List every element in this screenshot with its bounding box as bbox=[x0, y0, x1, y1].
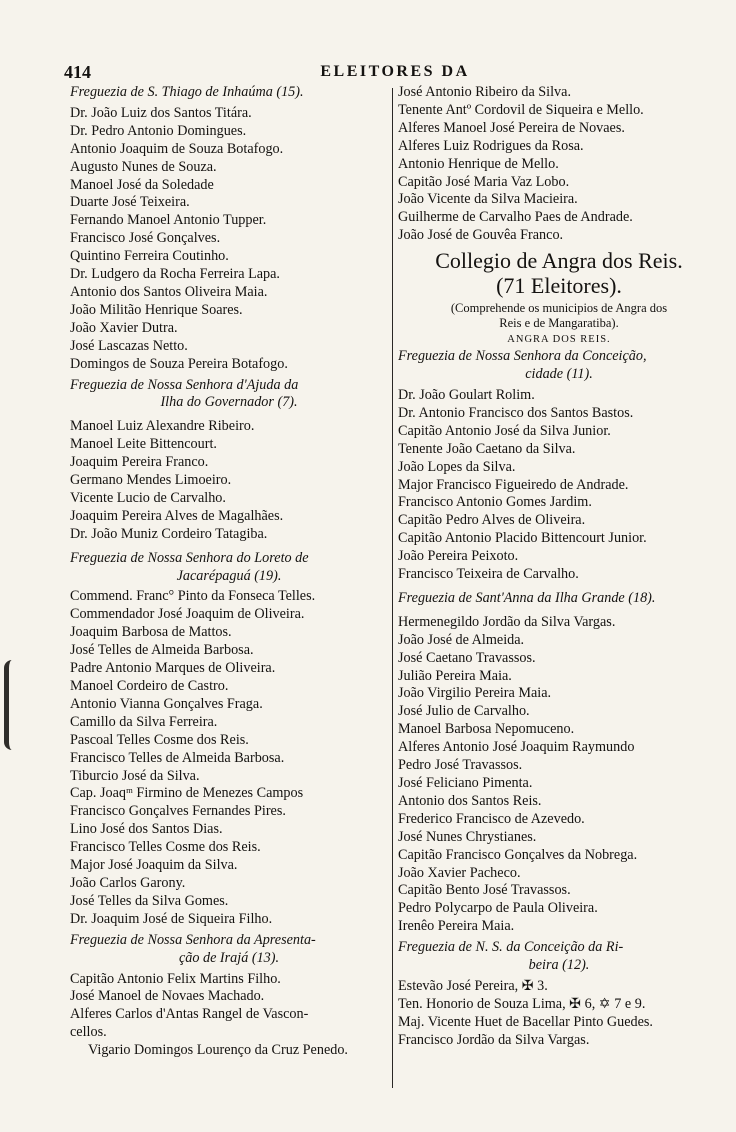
elector-entry: Manoel Barbosa Nepomuceno. bbox=[398, 721, 575, 738]
elector-entry: Dr. João Muniz Cordeiro Tatagiba. bbox=[70, 525, 268, 542]
parish-heading: Freguezia de Nossa Senhora d'Ajuda da bbox=[70, 376, 299, 393]
elector-list bbox=[70, 971, 388, 1061]
elector-entry: Francisco José Gonçalves. bbox=[70, 230, 221, 247]
elector-entry: Capitão Antonio José da Silva Junior. bbox=[398, 422, 611, 439]
elector-entry: cellos. bbox=[70, 1024, 107, 1041]
elector-entry: Guilherme de Carvalho Paes de Andrade. bbox=[398, 209, 633, 226]
elector-entry: Augusto Nunes de Souza. bbox=[70, 158, 217, 175]
college-count: (71 Eleitores). bbox=[496, 273, 622, 299]
elector-entry: Joaquim Barbosa de Mattos. bbox=[70, 624, 232, 641]
municipality-subheading: ANGRA DOS REIS. bbox=[507, 334, 611, 346]
elector-entry: Pedro José Travassos. bbox=[398, 757, 523, 774]
elector-entry: Francisco Antonio Gomes Jardim. bbox=[398, 494, 592, 511]
elector-entry: Dr. Pedro Antonio Domingues. bbox=[70, 122, 247, 139]
elector-entry: Padre Antonio Marques de Oliveira. bbox=[70, 660, 276, 677]
elector-entry: Dr. Joaquim José de Siqueira Filho. bbox=[70, 910, 273, 927]
elector-list bbox=[398, 84, 720, 245]
college-title: Collegio de Angra dos Reis. bbox=[435, 248, 683, 274]
elector-entry: José Julio de Carvalho. bbox=[398, 703, 530, 720]
elector-entry: João Pereira Peixoto. bbox=[398, 548, 519, 565]
elector-entry: Alferes Luiz Rodrigues da Rosa. bbox=[398, 137, 584, 154]
elector-entry: Alferes Carlos d'Antas Rangel de Vascon- bbox=[70, 1006, 309, 1023]
parish-heading: Freguezia de N. S. da Conceição da Ri- bbox=[398, 939, 624, 956]
column-divider bbox=[392, 88, 393, 1088]
elector-entry: Manoel Cordeiro de Castro. bbox=[70, 678, 229, 694]
elector-entry: Antonio Henrique de Mello. bbox=[398, 155, 559, 172]
elector-entry: Francisco Gonçalves Fernandes Pires. bbox=[70, 803, 286, 820]
parish-heading: Freguezia de S. Thiago de Inhaúma (15). bbox=[70, 84, 304, 100]
elector-entry: Capitão Pedro Alves de Oliveira. bbox=[398, 512, 586, 529]
elector-entry: Manoel Leite Bittencourt. bbox=[70, 436, 217, 453]
elector-entry: Quintino Ferreira Coutinho. bbox=[70, 248, 229, 265]
elector-entry: Hermenegildo Jordão da Silva Vargas. bbox=[398, 613, 616, 630]
elector-entry: Dr. Ludgero da Rocha Ferreira Lapa. bbox=[70, 266, 280, 283]
elector-entry: Vigario Domingos Lourenço da Cruz Penedo. bbox=[88, 1042, 348, 1059]
elector-entry: Dr. João Luiz dos Santos Titára. bbox=[70, 104, 252, 121]
running-title: ELEITORES DA bbox=[320, 63, 470, 80]
elector-entry: Antonio Vianna Gonçalves Fraga. bbox=[70, 695, 263, 712]
elector-entry: Alferes Antonio José Joaquim Raymundo bbox=[398, 739, 635, 756]
elector-entry: Capitão Bento José Travassos. bbox=[398, 882, 571, 899]
elector-entry: Maj. Vicente Huet de Bacellar Pinto Guedes. bbox=[398, 1013, 653, 1030]
elector-entry: Capitão Francisco Gonçalves da Nobrega. bbox=[398, 846, 638, 863]
elector-list bbox=[70, 588, 388, 928]
elector-entry: Alferes Manoel José Pereira de Novaes. bbox=[398, 119, 625, 136]
elector-list bbox=[398, 978, 720, 1050]
elector-entry: Francisco Jordão da Silva Vargas. bbox=[398, 1031, 590, 1048]
two-column-body bbox=[70, 84, 720, 1084]
elector-entry: Cap. Joaqᵐ Firmino de Menezes Campos bbox=[70, 785, 304, 802]
elector-entry: José Feliciano Pimenta. bbox=[398, 775, 533, 791]
elector-entry: Estevão José Pereira, ✠ 3. bbox=[398, 977, 548, 994]
elector-entry: Commendador José Joaquim de Oliveira. bbox=[70, 606, 305, 623]
elector-entry: Francisco Telles Cosme dos Reis. bbox=[70, 839, 261, 856]
elector-list bbox=[398, 387, 720, 584]
elector-entry: Antonio dos Santos Reis. bbox=[398, 792, 542, 809]
parish-heading: Freguezia de Nossa Senhora do Loreto de bbox=[70, 549, 309, 566]
elector-entry: Commend. Franc° Pinto da Fonseca Telles. bbox=[70, 588, 316, 605]
elector-entry: João Lopes da Silva. bbox=[398, 458, 516, 475]
elector-entry: Capitão Antonio Felix Martins Filho. bbox=[70, 970, 281, 987]
parish-heading-cont: Ilha do Governador (7). bbox=[160, 394, 298, 411]
elector-entry: Ten. Honorio de Souza Lima, ✠ 6, ✡ 7 e 9. bbox=[398, 995, 646, 1012]
binding-mark bbox=[4, 660, 19, 750]
parish-heading: Freguezia de Nossa Senhora da Conceição, bbox=[398, 348, 647, 365]
elector-entry: Dr. João Goulart Rolim. bbox=[398, 386, 535, 403]
elector-entry: Francisco Teixeira de Carvalho. bbox=[398, 566, 579, 583]
page-header bbox=[64, 58, 720, 84]
elector-entry: João Militão Henrique Soares. bbox=[70, 301, 243, 318]
document-page bbox=[64, 58, 720, 1108]
elector-entry: Camillo da Silva Ferreira. bbox=[70, 713, 218, 730]
right-column bbox=[398, 84, 720, 1050]
elector-list bbox=[70, 105, 388, 374]
elector-entry: Manoel Luiz Alexandre Ribeiro. bbox=[70, 418, 255, 435]
college-note-cont: Reis e de Mangaratiba). bbox=[499, 316, 619, 331]
elector-entry: João Carlos Garony. bbox=[70, 874, 186, 891]
elector-entry: José Antonio Ribeiro da Silva. bbox=[398, 84, 571, 100]
elector-entry: Capitão Antonio Placido Bittencourt Junior. bbox=[398, 530, 647, 547]
elector-entry: Major José Joaquim da Silva. bbox=[70, 857, 238, 874]
elector-list bbox=[398, 614, 720, 936]
elector-entry: Lino José dos Santos Dias. bbox=[70, 821, 223, 838]
parish-heading-cont: cidade (11). bbox=[525, 366, 593, 383]
elector-list bbox=[70, 418, 388, 543]
elector-entry: Fernando Manoel Antonio Tupper. bbox=[70, 212, 267, 229]
college-note: (Comprehende os municipios de Angra dos bbox=[450, 301, 668, 316]
elector-entry: Joaquim Pereira Franco. bbox=[70, 454, 209, 471]
page-number: 414 bbox=[64, 62, 91, 82]
parish-heading-cont: ção de Irajá (13). bbox=[178, 949, 280, 966]
elector-entry: José Manoel de Novaes Machado. bbox=[70, 988, 265, 1005]
left-column bbox=[70, 84, 388, 1060]
elector-entry: Vicente Lucio de Carvalho. bbox=[70, 489, 226, 506]
elector-entry: Frederico Francisco de Azevedo. bbox=[398, 810, 585, 827]
elector-entry: Antonio Joaquim de Souza Botafogo. bbox=[70, 140, 284, 157]
parish-heading-cont: beira (12). bbox=[528, 957, 590, 974]
elector-entry: José Lascazas Netto. bbox=[70, 337, 188, 354]
elector-entry: João José de Gouvêa Franco. bbox=[398, 227, 564, 244]
elector-entry: João José de Almeida. bbox=[398, 631, 525, 648]
elector-entry: José Caetano Travassos. bbox=[398, 649, 536, 666]
elector-entry: João Virgilio Pereira Maia. bbox=[398, 685, 552, 702]
elector-entry: João Xavier Dutra. bbox=[70, 319, 178, 336]
elector-entry: Pedro Polycarpo de Paula Oliveira. bbox=[398, 900, 598, 917]
elector-entry: João Xavier Pacheco. bbox=[398, 864, 521, 881]
elector-entry: Francisco Telles de Almeida Barbosa. bbox=[70, 749, 285, 766]
elector-entry: Major Francisco Figueiredo de Andrade. bbox=[398, 476, 629, 493]
elector-entry: Duarte José Teixeira. bbox=[70, 194, 190, 211]
elector-entry: Dr. Antonio Francisco dos Santos Bastos. bbox=[398, 404, 634, 421]
elector-entry: Germano Mendes Limoeiro. bbox=[70, 472, 232, 489]
elector-entry: José Telles de Almeida Barbosa. bbox=[70, 642, 254, 659]
parish-heading-cont: Jacarépaguá (19). bbox=[176, 567, 282, 584]
elector-entry: Irenêo Pereira Maia. bbox=[398, 918, 515, 935]
elector-entry: Domingos de Souza Pereira Botafogo. bbox=[70, 355, 288, 372]
parish-heading: Freguezia de Sant'Anna da Ilha Grande (18). bbox=[398, 589, 656, 606]
parish-heading: Freguezia de Nossa Senhora da Apresenta- bbox=[70, 931, 316, 948]
elector-entry: Manoel José da Soledade bbox=[70, 176, 214, 193]
elector-entry: Tenente Antº Cordovil de Siqueira e Mello. bbox=[398, 101, 644, 118]
elector-entry: Tiburcio José da Silva. bbox=[70, 767, 200, 784]
elector-entry: José Nunes Chrystianes. bbox=[398, 828, 537, 845]
elector-entry: Tenente João Caetano da Silva. bbox=[398, 440, 576, 457]
elector-entry: João Vicente da Silva Macieira. bbox=[398, 191, 578, 208]
elector-entry: Pascoal Telles Cosme dos Reis. bbox=[70, 731, 249, 748]
elector-entry: Joaquim Pereira Alves de Magalhães. bbox=[70, 507, 284, 524]
elector-entry: Julião Pereira Maia. bbox=[398, 667, 512, 684]
elector-entry: Capitão José Maria Vaz Lobo. bbox=[398, 173, 570, 190]
elector-entry: Antonio dos Santos Oliveira Maia. bbox=[70, 283, 268, 300]
elector-entry: José Telles da Silva Gomes. bbox=[70, 892, 229, 909]
